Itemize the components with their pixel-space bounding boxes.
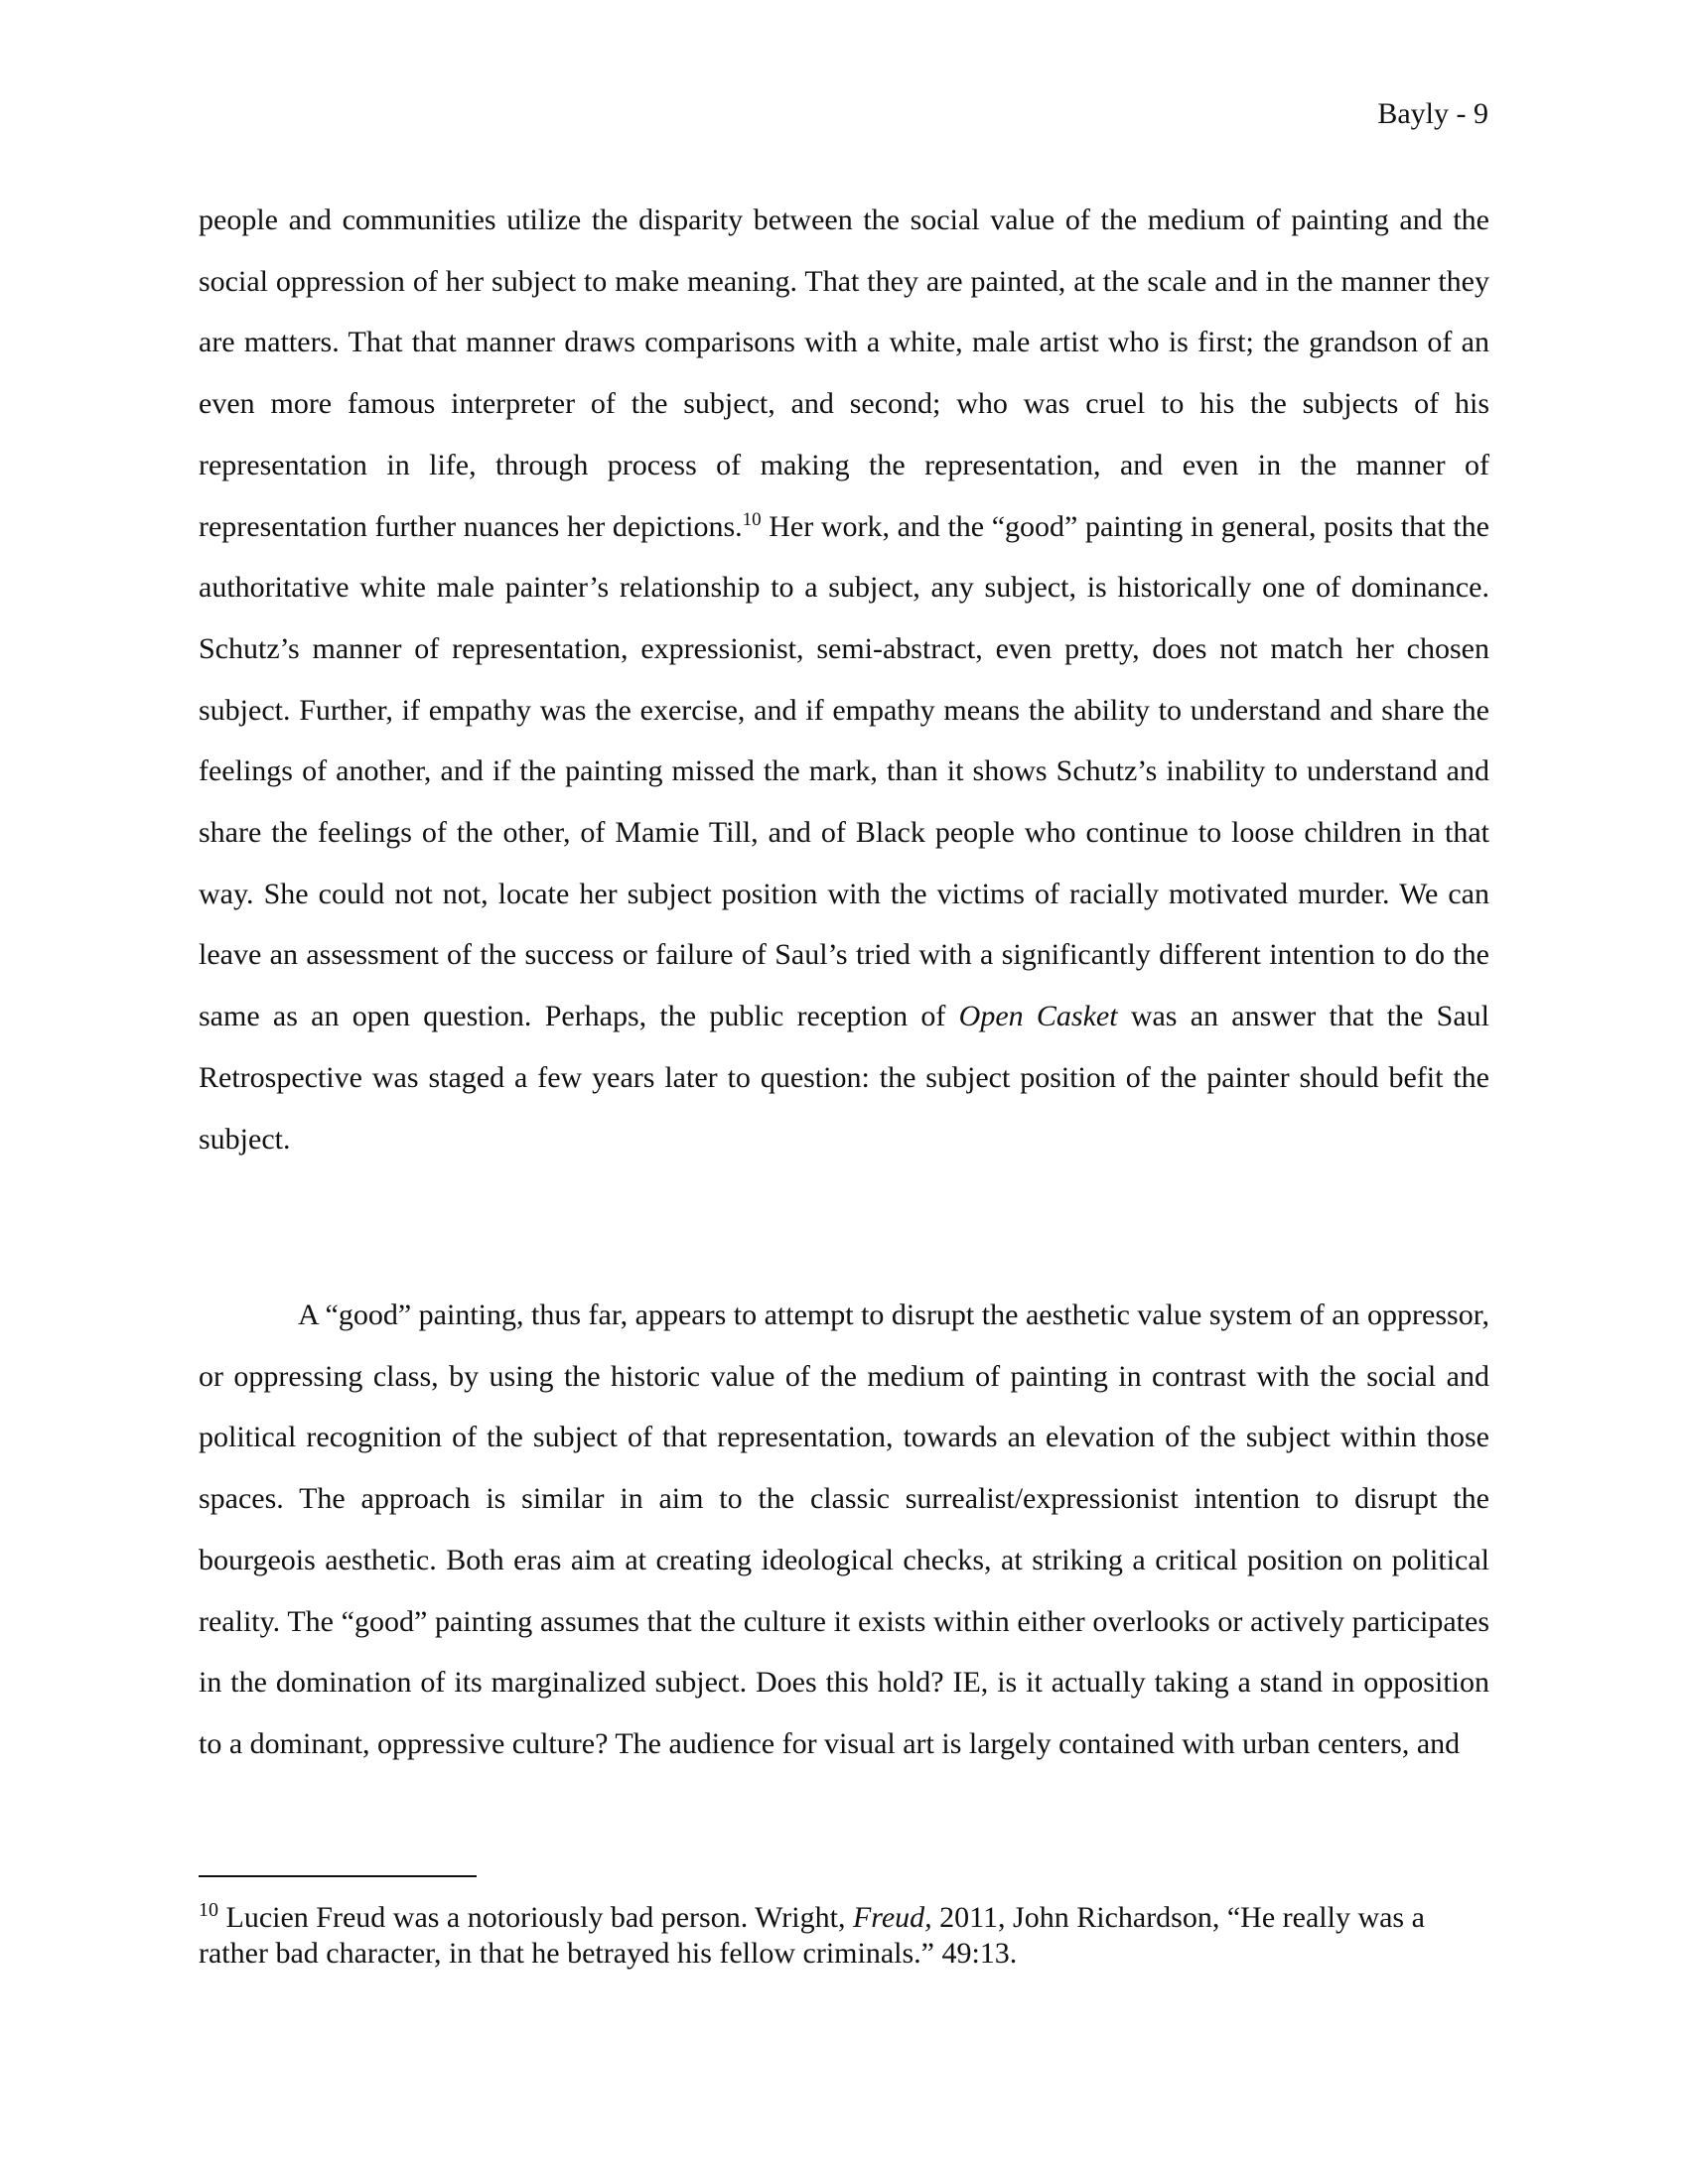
paragraph-1-text-a: people and communities utilize the disparity between the social value of the medium of painting and the social oppression of her subject to make meaning. That they are painted, at the scale and in the manner they are matters. That that manner draws comparisons with a white, male artist who is first; the grandson of an even more famous interpreter of the subject, and second; who was cruel to his the subjects of his representation in life, through process of making the representation, and even in the manner of representation further nuances her depictions. — [199, 204, 1489, 543]
footnote — [199, 1900, 1489, 1972]
artwork-title: Open Casket — [958, 1000, 1118, 1033]
body-paragraph-2: A “good” painting, thus far, appears to attempt to disrupt the aesthetic value system of an oppressor, or oppressing class, by using the historic value of the medium of painting in contrast with the social and political recognition of the subject of that representation, towards an elevation of the subject within those spaces. The approach is similar in aim to the classic surrealist/expressionist intention to disrupt the bourgeois aesthetic. Both eras aim at creating ideological checks, at striking a critical position on political reality. The “good” painting assumes that the culture it exists within either overlooks or actively participates in the domination of its marginalized subject. Does this hold? IE, is it actually taking a stand in opposition to a dominant, oppressive culture? The audience for visual art is largely contained with urban centers, and — [199, 1298, 1489, 1760]
footnote-text-b: 2011, John Richardson, “He really was a rather bad character, in that he betrayed his fellow criminals.” 49:13. — [199, 1901, 1425, 1970]
footnote-separator — [199, 1875, 477, 1877]
footnote-reference: 10 — [742, 508, 762, 530]
paragraph-1-text-c: was an answer that the Saul Retrospective was staged a few years later to question: the subject position of the painter should befit the subject. — [199, 1000, 1489, 1156]
body-paragraph-1 — [199, 190, 1489, 1169]
footnote-book-title: Freud, — [852, 1901, 932, 1934]
footnote-number: 10 — [199, 1899, 218, 1921]
running-header: Bayly - 9 — [1377, 97, 1488, 130]
footnote-text-a: Lucien Freud was a notoriously bad person. Wright, — [218, 1901, 853, 1934]
paragraph-1-text-b: Her work, and the “good” painting in general, posits that the authoritative white male painter’s relationship to a subject, any subject, is historically one of dominance. Schutz’s manner of representation, expressionist, semi-abstract, even pretty, does not match her chosen subject. Further, if empathy was the exercise, and if empathy means the ability to understand and share the feelings of another, and if the painting missed the mark, than it shows Schutz’s inability to understand and share the feelings of the other, of Mamie Till, and of Black people who continue to loose children in that way. She could not not, locate her subject position with the victims of racially motivated murder. We can leave an assessment of the success or failure of Saul’s tried with a significantly different intention to do the same as an open question. Perhaps, the public reception of — [199, 509, 1489, 1033]
